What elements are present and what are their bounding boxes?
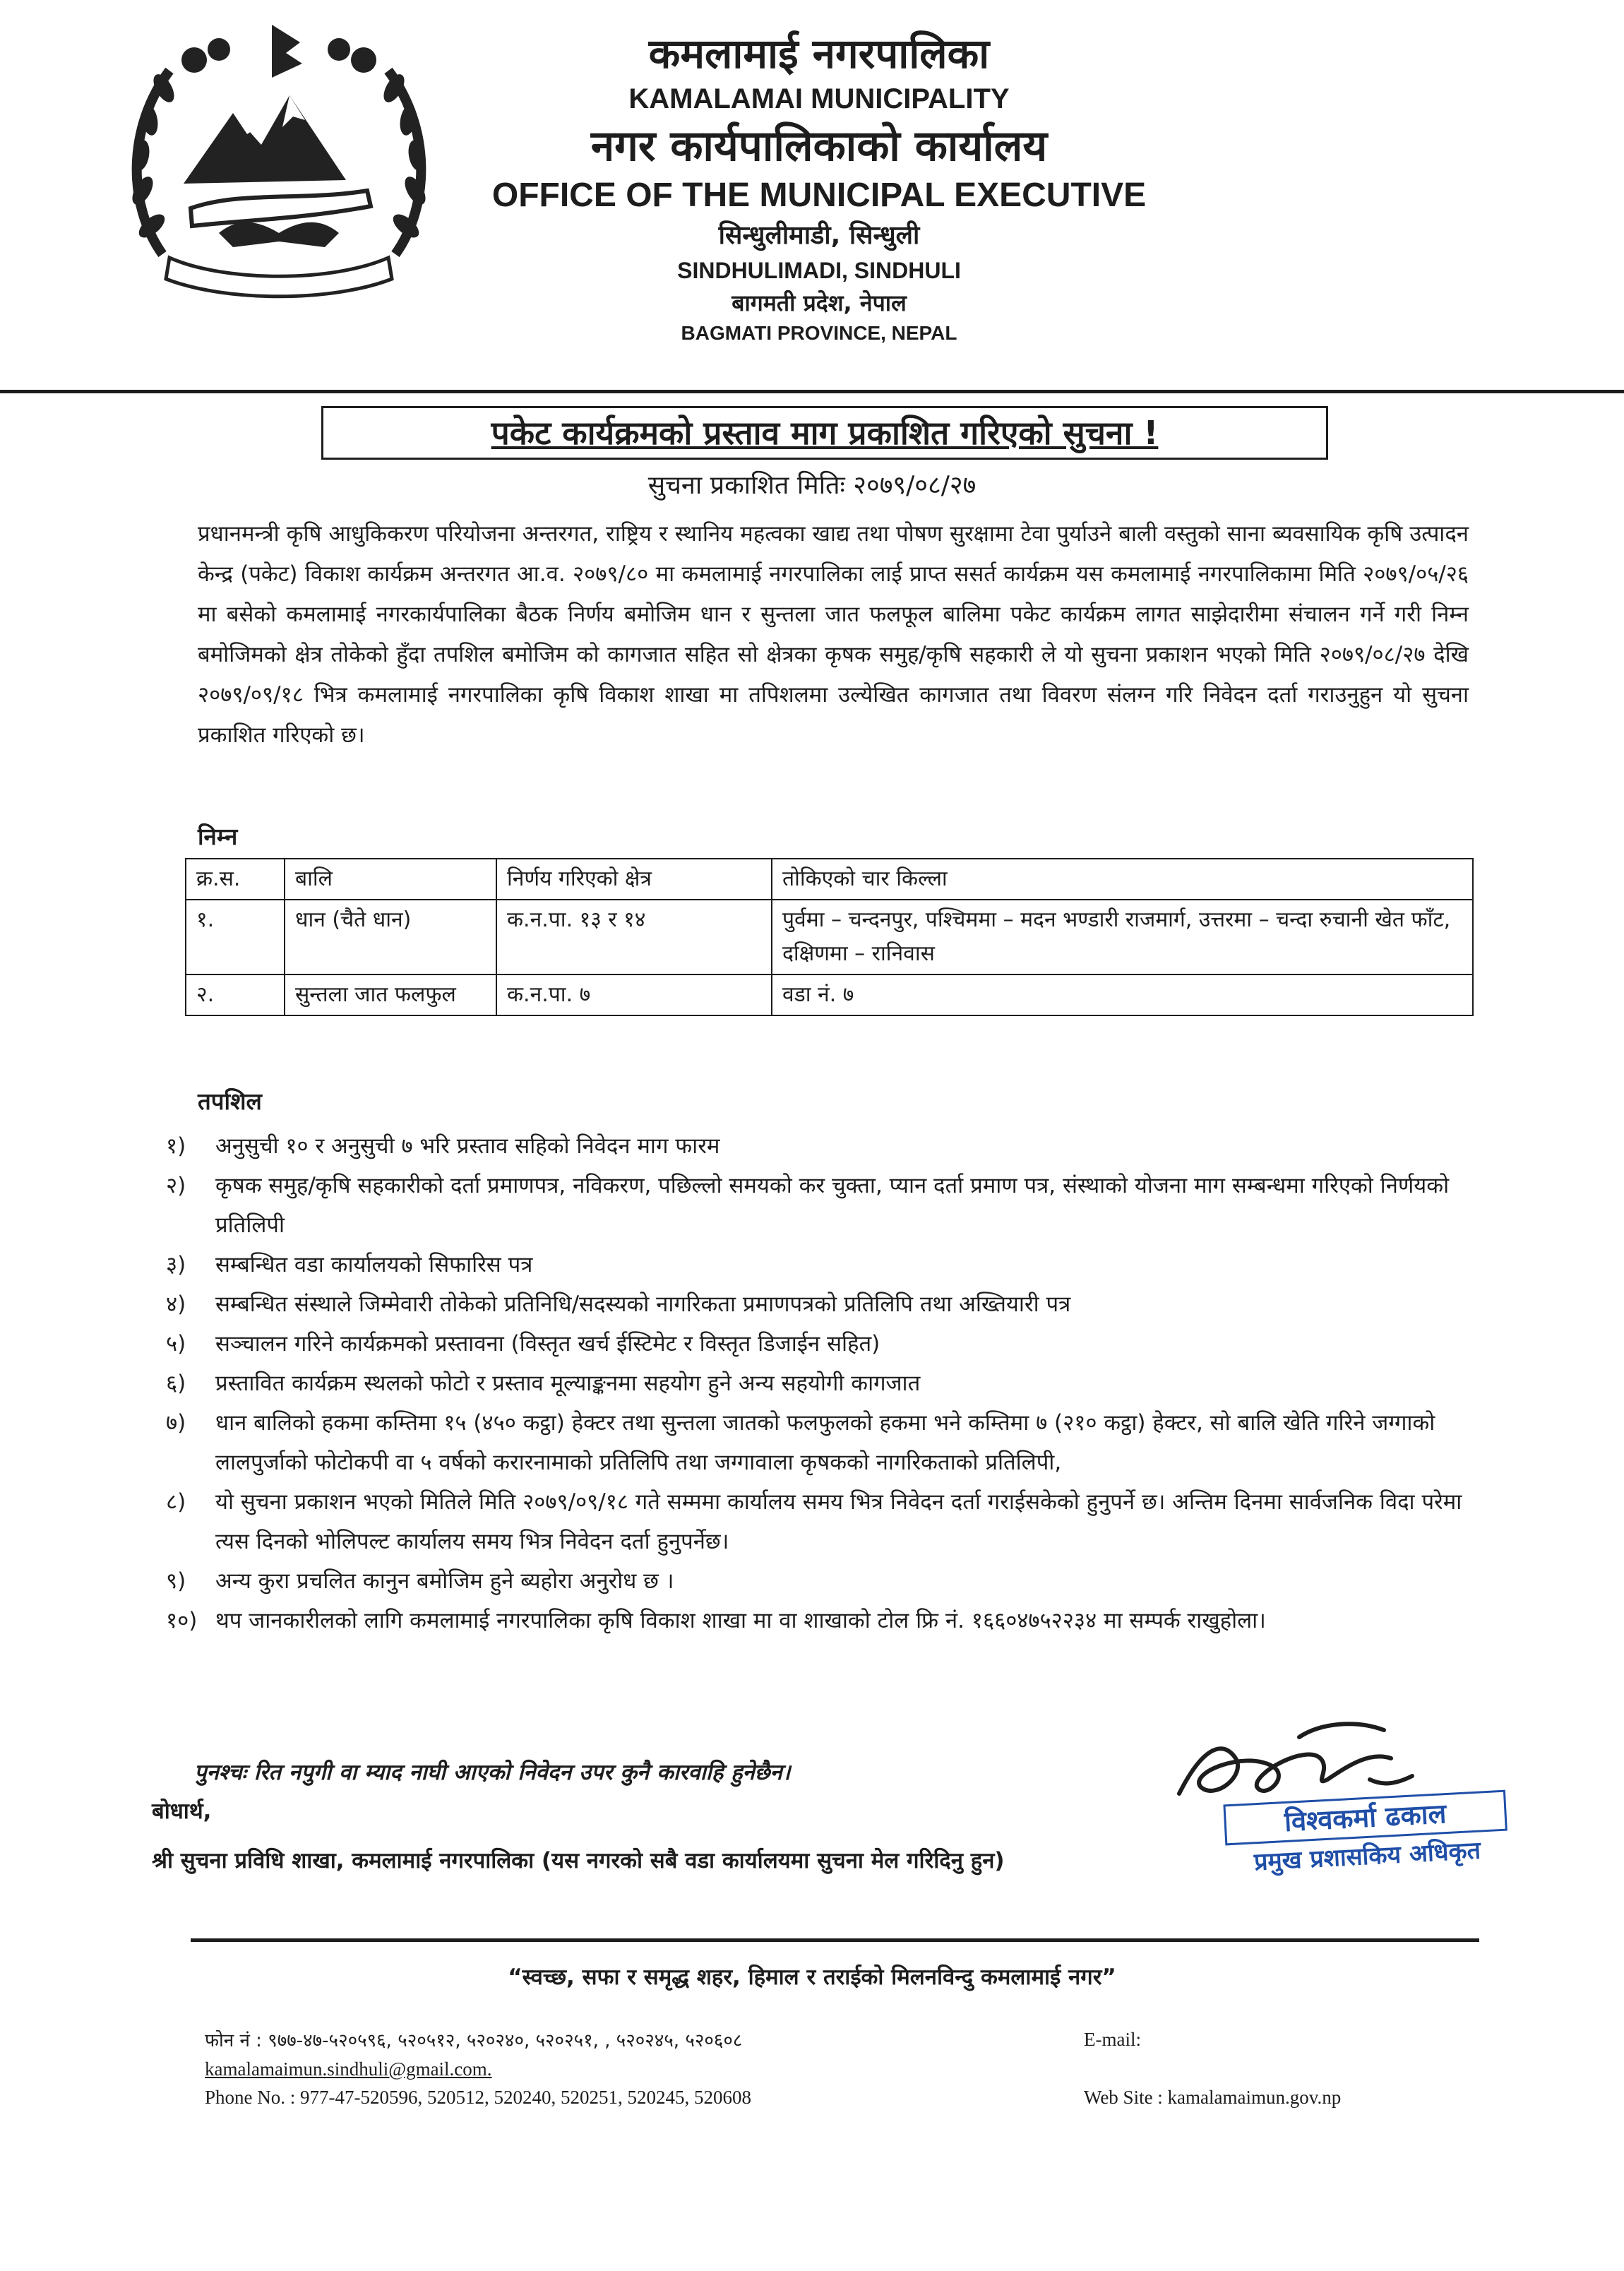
item-number: २) xyxy=(166,1173,186,1198)
cell-crop: धान (चैते धान) xyxy=(285,900,496,974)
list-item xyxy=(166,1601,1472,1640)
table-header-area: निर्णय गरिएको क्षेत्र xyxy=(496,859,772,900)
website[interactable]: Web Site : kamalamaimun.gov.np xyxy=(1084,2087,1342,2108)
list-item xyxy=(166,1245,1472,1284)
item-text: अन्य कुरा प्रचलित कानुन बमोजिम हुने ब्यहोरा अनुरोध छ । xyxy=(215,1568,674,1594)
item-text: सञ्चालन गरिने कार्यक्रमको प्रस्तावना (विस्तृत खर्च ईस्टिमेट र विस्तृत डिजाईन सहित) xyxy=(215,1331,880,1357)
cell-area: क.न.पा. १३ र १४ xyxy=(496,900,772,974)
intro-paragraph: प्रधानमन्त्री कृषि आधुकिकरण परियोजना अन्तरगत, राष्ट्रिय र स्थानिय महत्वका खाद्य तथा पोषण सुरक्षामा टेवा पुर्याउने बाली वस्तुको साना ब्यवसायिक कृषि उत्पादन केन्द्र (पकेट) विकाश कार्यक्रम अन्तरगत आ.व. २०७९/८० मा कमलामाई नगरपालिका लाई प्राप्त ससर्त कार्यक्रम यस कमलामाई नगरपालिकामा मिति २०७९/०५/२६ मा बसेको कमलामाई नगरकार्यपालिका बैठक निर्णय बमोजिम धान र सुन्तला जात फलफूल बालिमा पकेट कार्यक्रम लागत साझेदारीमा संचालन गर्ने गरी निम्न बमोजिमको क्षेत्र तोकेको हुँदा तपशिल बमोजिम को कागजात सहित सो क्षेत्रका कृषक समुह/कृषि सहकारी ले यो सुचना प्रकाशन भएको मिति २०७९/०८/२७ देखि २०७९/०९/१८ भित्र कमलामाई नगरपालिका कृषि विकाश शाखा मा तपिशलमा उल्येखित कागजात तथा विवरण संलग्न गरि निवेदन दर्ता गराउनुहुन यो सुचना प्रकाशित गरिएको छ। xyxy=(198,521,1469,748)
location-np: सिन्धुलीमाडी, सिन्धुली xyxy=(718,221,920,250)
list-item xyxy=(166,1166,1472,1245)
stamp-name: विश्वकर्मा ढकाल xyxy=(1223,1790,1507,1846)
table-row xyxy=(186,900,1473,974)
list-item xyxy=(166,1364,1472,1403)
item-number: ६) xyxy=(166,1371,186,1396)
contact-left xyxy=(205,2027,1087,2111)
item-text: यो सुचना प्रकाशन भएको मितिले मिति २०७९/०९/१८ गते सम्ममा कार्यालय समय भित्र निवेदन दर्ता गराईसकेको हुनुपर्ने छ। अन्तिम दिनमा सार्वजनिक विदा परेमा त्यस दिनको भोलिपल्ट कार्यालय समय भित्र निवेदन दर्ता हुनुपर्नेछ। xyxy=(215,1489,1462,1554)
item-text: अनुसुची १० र अनुसुची ७ भरि प्रस्ताव सहिको निवेदन माग फारम xyxy=(215,1133,720,1159)
item-number: ५) xyxy=(166,1331,186,1357)
email-address[interactable]: kamalamaimun.sindhuli@gmail.com. xyxy=(205,2058,492,2080)
office-name-np: नगर कार्यपालिकाको कार्यालय xyxy=(590,121,1048,171)
cell-sn: २. xyxy=(186,974,285,1015)
table-header-crop: बालि xyxy=(285,859,496,900)
list-item xyxy=(166,1284,1472,1324)
published-date: सुचना प्रकाशित मितिः २०७९/०८/२७ xyxy=(647,471,977,500)
province-np: बागमती प्रदेश, नेपाल xyxy=(732,290,907,316)
spacer xyxy=(1084,2054,1507,2083)
item-number: ३) xyxy=(166,1252,186,1277)
phone-en: Phone No. : 977-47-520596, 520512, 520240, 520251, 520245, 520608 xyxy=(205,2087,751,2108)
province-en: BAGMATI PROVINCE, NEPAL xyxy=(681,322,957,344)
list-item xyxy=(166,1482,1472,1561)
item-text: सम्बन्धित वडा कार्यालयको सिफारिस पत्र xyxy=(215,1252,533,1277)
requirements-list xyxy=(166,1126,1472,1640)
cell-crop: सुन्तला जात फलफुल xyxy=(285,974,496,1015)
cell-area: क.न.पा. ७ xyxy=(496,974,772,1015)
table-header-row xyxy=(186,859,1473,900)
official-stamp xyxy=(1223,1790,1509,1883)
item-number: ४) xyxy=(166,1292,186,1317)
table-row xyxy=(186,974,1473,1015)
item-number: ८) xyxy=(166,1489,186,1515)
footer-divider xyxy=(191,1938,1479,1942)
bodhartha-label: बोधार्थ, xyxy=(152,1799,212,1824)
office-name-en: OFFICE OF THE MUNICIPAL EXECUTIVE xyxy=(491,177,1147,214)
item-number: ७) xyxy=(166,1410,186,1436)
header-divider xyxy=(0,390,1624,393)
item-text: प्रस्तावित कार्यक्रम स्थलको फोटो र प्रस्ताव मूल्याङ्कनमा सहयोग हुने अन्य सहयोगी कागजात xyxy=(215,1371,921,1396)
contact-right xyxy=(1084,2025,1507,2111)
tapsil-heading: तपशिल xyxy=(198,1087,262,1115)
municipality-name-en: KAMALAMAI MUNICIPALITY xyxy=(628,83,1010,114)
phone-np: फोन नं : ९७७-४७-५२०५९६, ५२०५१२, ५२०२४०, ५२०२५१, , ५२०२४५, ५२०६०८ xyxy=(205,2030,743,2051)
list-item xyxy=(166,1324,1472,1364)
list-item xyxy=(166,1403,1472,1482)
list-item xyxy=(166,1561,1472,1601)
footnote: पुनश्चः रित नपुगी वा म्याद नाघी आएको निवेदन उपर कुनै कारवाहि हुनेछैन। xyxy=(194,1760,791,1785)
letterhead xyxy=(395,28,1243,347)
pocket-area-table xyxy=(185,858,1474,1016)
item-text: सम्बन्धित संस्थाले जिम्मेवारी तोकेको प्रतिनिधि/सदस्यको नागरिकता प्रमाणपत्रको प्रतिलिपि तथा अख्तियारी पत्र xyxy=(215,1292,1071,1317)
cc-recipient: श्री सुचना प्रविधि शाखा, कमलामाई नगरपालिका (यस नगरको सबै वडा कार्यालयमा सुचना मेल गरिदिनु हुन) xyxy=(152,1848,1005,1873)
list-item xyxy=(166,1126,1472,1166)
cell-sn: १. xyxy=(186,900,285,974)
item-number: १०) xyxy=(166,1608,198,1633)
email-label: E-mail: xyxy=(1084,2029,1141,2050)
nimna-label: निम्न xyxy=(198,823,238,850)
item-number: १) xyxy=(166,1133,186,1159)
notice-title: पकेट कार्यक्रमको प्रस्ताव माग प्रकाशित गरिएको सुचना ! xyxy=(321,406,1328,460)
stamp-designation: प्रमुख प्रशासकिय अधिकृत xyxy=(1253,1836,1481,1877)
municipality-name-np: कमलामाई नगरपालिका xyxy=(648,30,990,78)
item-text: थप जानकारीलको लागि कमलामाई नगरपालिका कृषि विकाश शाखा मा वा शाखाको टोल फ्रि नं. १६६०४७५२२३४ मा सम्पर्क राखुहोला। xyxy=(215,1608,1266,1633)
cell-boundary: वडा नं. ७ xyxy=(772,974,1473,1015)
item-text: धान बालिको हकमा कम्तिमा १५ (४५० कट्ठा) हेक्टर तथा सुन्तला जातको फलफुलको हकमा भने कम्तिमा ७ (२१० कट्ठा) हेक्टर, सो बालि खेति गरिने जग्गाको लालपुर्जाको फोटोकपी वा ५ वर्षको करारनामाको प्रतिलिपि तथा जग्गावाला कृषकको नागरिकताको प्रतिलिपी, xyxy=(215,1410,1435,1475)
table-header-sn: क्र.स. xyxy=(186,859,285,900)
cell-boundary: पुर्वमा – चन्दनपुर, पश्चिममा – मदन भण्डारी राजमार्ग, उत्तरमा – चन्दा रुचानी खेत फाँट, दक्षिणमा – रानिवास xyxy=(772,900,1473,974)
table-header-boundary: तोकिएको चार किल्ला xyxy=(772,859,1473,900)
location-en: SINDHULIMADI, SINDHULI xyxy=(677,258,961,283)
item-number: ९) xyxy=(166,1568,186,1594)
footer-slogan: “स्वच्छ, सफा र समृद्ध शहर, हिमाल र तराईको मिलनविन्दु कमलामाई नगर” xyxy=(508,1965,1116,1990)
item-text: कृषक समुह/कृषि सहकारीको दर्ता प्रमाणपत्र, नविकरण, पछिल्लो समयको कर चुक्ता, प्यान दर्ता प्रमाण पत्र, संस्थाको योजना माग सम्बन्धमा गरिएको निर्णयको प्रतिलिपी xyxy=(215,1173,1450,1238)
